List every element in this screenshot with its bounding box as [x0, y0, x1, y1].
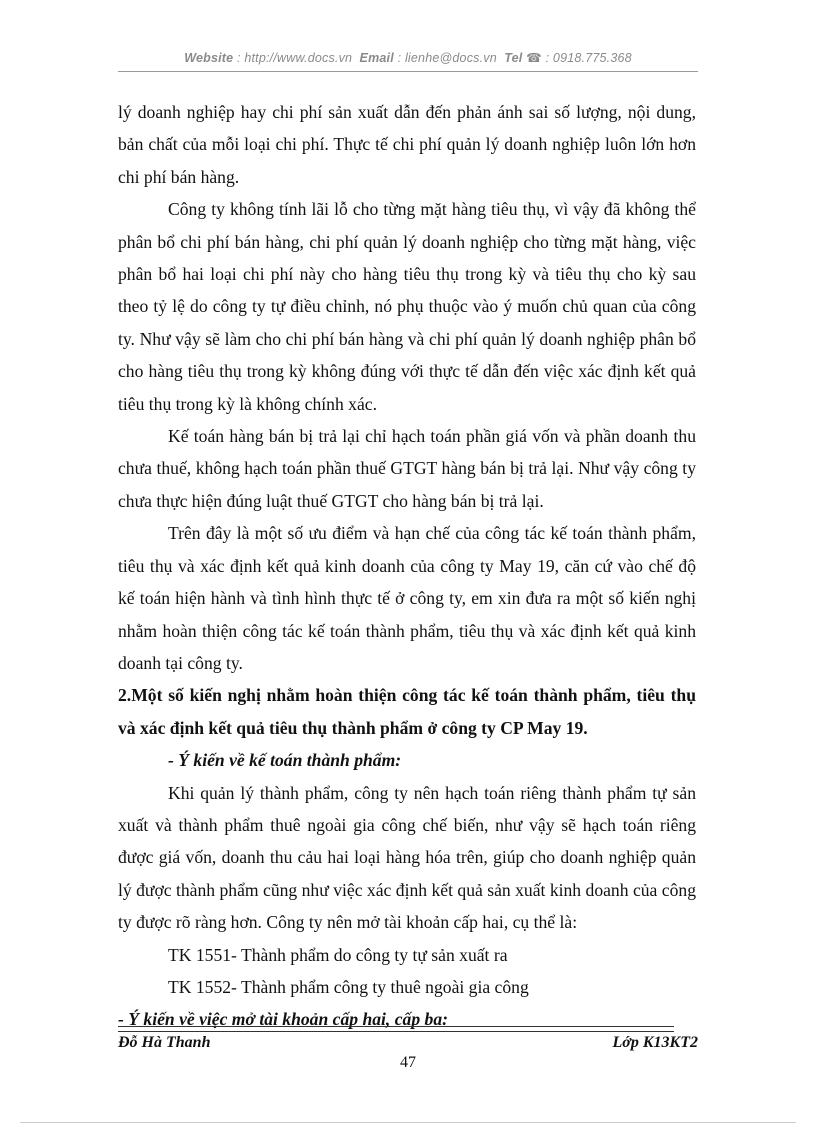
subheading-accounts: - Ý kiến về việc mở tài khoản cấp hai, cấp ba:: [118, 1009, 448, 1030]
paragraph-5: Khi quản lý thành phẩm, công ty nên hạch toán riêng thành phẩm tự sản xuất và thành phẩm thuê ngoài gia công chế biến, như vậy sẽ hạch toán riêng được giá vốn, doanh thu cảu hai loại hàng hóa trên, giúp cho doanh nghiệp quản lý được thành phẩm cũng như việc xác định kết quả sản xuất kinh doanh của công ty được rõ ràng hơn. Công ty nên mở tài khoản cấp hai, cụ thể là:: [118, 782, 696, 933]
header-divider: [118, 71, 698, 72]
paragraph-3: Kế toán hàng bán bị trả lại chỉ hạch toán phần giá vốn và phần doanh thu chưa thuế, không hạch toán phần thuế GTGT hàng bán bị trả lại. Như vậy công ty chưa thực hiện đúng luật thuế GTGT cho hàng bán bị trả lại.: [118, 426, 696, 511]
website-value: : http://www.docs.vn: [237, 51, 353, 65]
account-1552: TK 1552- Thành phẩm công ty thuê ngoài gia công: [168, 976, 529, 997]
account-1551: TK 1551- Thành phẩm do công ty tự sản xuất ra: [168, 944, 508, 965]
paragraph-2: Công ty không tính lãi lỗ cho từng mặt hàng tiêu thụ, vì vậy đã không thể phân bổ chi phí bán hàng, chi phí quản lý doanh nghiệp cho từng mặt hàng, việc phân bổ hai loại chi phí này cho hàng tiêu thụ trong kỳ và tiêu thụ cho kỳ sau theo tỷ lệ do công ty tự điều chỉnh, nó phụ thuộc vào ý muốn chủ quan của công ty. Như vậy sẽ làm cho chi phí bán hàng và chi phí quản lý doanh nghiệp phân bổ cho hàng tiêu thụ trong kỳ không đúng với thực tế dẫn đến việc xác định kết quả tiêu thụ trong kỳ là không chính xác.: [118, 199, 696, 414]
email-label: Email: [359, 51, 394, 65]
tel-value: ☎ : 0918.775.368: [526, 51, 632, 65]
footer-class: Lớp K13KT2: [612, 1034, 698, 1051]
website-label: Website: [184, 51, 234, 65]
footer-divider-thin: [118, 1031, 674, 1032]
paragraph-1: lý doanh nghiệp hay chi phí sản xuất dẫn đến phản ánh sai số lượng, nội dung, bản chất của mỗi loại chi phí. Thực tế chi phí quản lý doanh nghiệp luôn lớn hơn chi phí bán hàng.: [118, 102, 696, 187]
subheading-finished-goods: - Ý kiến về kế toán thành phẩm:: [168, 750, 402, 771]
page-number: 47: [400, 1054, 416, 1071]
section-heading-2: 2.Một số kiến nghị nhằm hoàn thiện công tác kế toán thành phẩm, tiêu thụ và xác định kết quả tiêu thụ thành phẩm ở công ty CP May 19.: [118, 685, 696, 738]
footer-author: Đỗ Hà Thanh: [118, 1034, 211, 1051]
footer-divider-thick: [118, 1026, 674, 1027]
document-body: [118, 96, 696, 1036]
tel-label: Tel: [504, 51, 523, 65]
email-value: : lienhe@docs.vn: [397, 51, 497, 65]
page-header: [118, 50, 698, 65]
paragraph-4: Trên đây là một số ưu điểm và hạn chế của công tác kế toán thành phẩm, tiêu thụ và xác định kết quả kinh doanh của công ty May 19, căn cứ vào chế độ kế toán hiện hành và tình hình thực tế ở công ty, em xin đưa ra một số kiến nghị nhằm hoàn thiện công tác kế toán thành phẩm, tiêu thụ và xác định kết quả kinh doanh tại công ty.: [118, 523, 696, 673]
